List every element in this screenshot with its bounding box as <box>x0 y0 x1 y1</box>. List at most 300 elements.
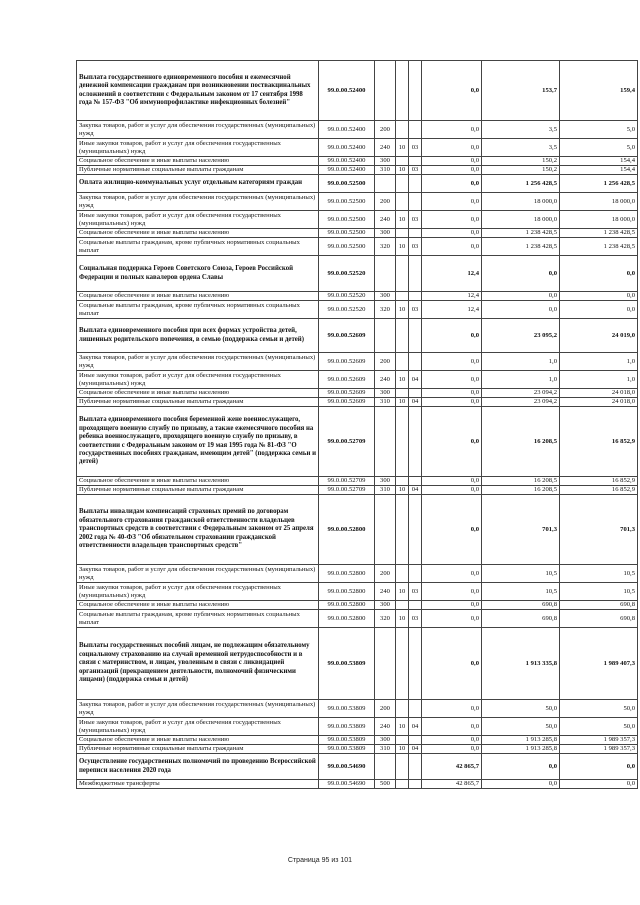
amount-year1-cell: 0,0 <box>422 495 482 565</box>
target-article-code-cell: 99.0.00.52709 <box>319 477 375 486</box>
expense-type-cell: 300 <box>375 292 396 301</box>
expense-type-cell: 300 <box>375 229 396 238</box>
section-cell <box>396 495 409 565</box>
amount-year2-cell: 150,2 <box>482 157 560 166</box>
section-cell <box>396 121 409 139</box>
amount-year3-cell: 701,3 <box>560 495 638 565</box>
amount-year3-cell: 1 989 357,3 <box>560 736 638 745</box>
amount-year2-cell: 0,0 <box>482 780 560 789</box>
expense-name-cell: Социальное обеспечение и иные выплаты населению <box>77 229 319 238</box>
amount-year1-cell: 0,0 <box>422 398 482 407</box>
expense-name-cell: Социальные выплаты гражданам, кроме публичных нормативных социальных выплат <box>77 301 319 319</box>
subsection-cell <box>409 319 422 353</box>
amount-year1-cell: 0,0 <box>422 121 482 139</box>
expense-type-cell <box>375 407 396 477</box>
expense-name-cell: Выплаты государственных пособий лицам, не подлежащим обязательному социальному страхованию на случай временной нетрудоспособности и в связи с материнством, и лицам, уволенным в связи с ликвидацией организаций (прекращением деятельности, полномочий физическими лицами) (поддержка семьи и детей) <box>77 628 319 700</box>
target-article-code-cell: 99.0.00.52800 <box>319 565 375 583</box>
expense-name-cell: Выплата единовременного пособия при всех формах устройства детей, лишенных родительского попечения, в семью (поддержка семьи и детей) <box>77 319 319 353</box>
section-cell <box>396 353 409 371</box>
expense-type-cell: 310 <box>375 166 396 175</box>
amount-year1-cell: 0,0 <box>422 166 482 175</box>
expense-name-cell: Закупка товаров, работ и услуг для обеспечения государственных (муниципальных) нужд <box>77 121 319 139</box>
budget-table-body <box>77 61 638 789</box>
target-article-code-cell: 99.0.00.53809 <box>319 745 375 754</box>
target-article-code-cell: 99.0.00.52500 <box>319 175 375 193</box>
target-article-code-cell: 99.0.00.53809 <box>319 718 375 736</box>
amount-year1-cell: 0,0 <box>422 407 482 477</box>
expense-type-cell: 300 <box>375 601 396 610</box>
expense-name-cell: Оплата жилищно-коммунальных услуг отдельным категориям граждан <box>77 175 319 193</box>
subsection-cell: 03 <box>409 166 422 175</box>
amount-year3-cell: 0,0 <box>560 301 638 319</box>
target-article-code-cell: 99.0.00.52609 <box>319 398 375 407</box>
amount-year1-cell: 0,0 <box>422 610 482 628</box>
amount-year1-cell: 0,0 <box>422 193 482 211</box>
amount-year2-cell: 0,0 <box>482 292 560 301</box>
section-cell: 10 <box>396 745 409 754</box>
amount-year1-cell: 0,0 <box>422 718 482 736</box>
table-row <box>77 745 638 754</box>
amount-year3-cell: 16 852,9 <box>560 477 638 486</box>
amount-year2-cell: 23 095,2 <box>482 319 560 353</box>
expense-type-cell: 310 <box>375 745 396 754</box>
subsection-cell <box>409 193 422 211</box>
target-article-code-cell: 99.0.00.53809 <box>319 628 375 700</box>
amount-year3-cell: 10,5 <box>560 583 638 601</box>
table-row <box>77 583 638 601</box>
section-cell <box>396 736 409 745</box>
expense-type-cell: 320 <box>375 301 396 319</box>
amount-year3-cell: 690,8 <box>560 601 638 610</box>
amount-year2-cell: 1 238 428,5 <box>482 229 560 238</box>
table-row <box>77 736 638 745</box>
section-cell <box>396 754 409 780</box>
amount-year3-cell: 1,0 <box>560 371 638 389</box>
amount-year2-cell: 0,0 <box>482 301 560 319</box>
section-cell: 10 <box>396 486 409 495</box>
amount-year2-cell: 23 094,2 <box>482 389 560 398</box>
target-article-code-cell: 99.0.00.52800 <box>319 583 375 601</box>
amount-year3-cell: 16 852,9 <box>560 486 638 495</box>
subsection-cell <box>409 389 422 398</box>
amount-year3-cell: 50,0 <box>560 700 638 718</box>
amount-year3-cell: 159,4 <box>560 61 638 121</box>
target-article-code-cell: 99.0.00.54690 <box>319 780 375 789</box>
amount-year2-cell: 3,5 <box>482 121 560 139</box>
amount-year3-cell: 1 989 407,3 <box>560 628 638 700</box>
subsection-cell <box>409 565 422 583</box>
table-row <box>77 353 638 371</box>
amount-year1-cell: 0,0 <box>422 601 482 610</box>
subsection-cell <box>409 157 422 166</box>
expense-type-cell: 240 <box>375 371 396 389</box>
table-row-program <box>77 175 638 193</box>
amount-year2-cell: 50,0 <box>482 700 560 718</box>
section-cell <box>396 292 409 301</box>
target-article-code-cell: 99.0.00.52709 <box>319 407 375 477</box>
amount-year2-cell: 1 256 428,5 <box>482 175 560 193</box>
subsection-cell: 04 <box>409 745 422 754</box>
table-row-program <box>77 407 638 477</box>
table-row-program <box>77 754 638 780</box>
table-row-program <box>77 256 638 292</box>
target-article-code-cell: 99.0.00.52609 <box>319 371 375 389</box>
section-cell: 10 <box>396 238 409 256</box>
target-article-code-cell: 99.0.00.52609 <box>319 319 375 353</box>
amount-year1-cell: 0,0 <box>422 229 482 238</box>
table-row-program <box>77 628 638 700</box>
section-cell <box>396 193 409 211</box>
expense-type-cell: 240 <box>375 718 396 736</box>
target-article-code-cell: 99.0.00.52800 <box>319 601 375 610</box>
target-article-code-cell: 99.0.00.52500 <box>319 238 375 256</box>
section-cell: 10 <box>396 211 409 229</box>
section-cell: 10 <box>396 371 409 389</box>
amount-year3-cell: 24 018,0 <box>560 389 638 398</box>
amount-year3-cell: 0,0 <box>560 754 638 780</box>
expense-type-cell <box>375 319 396 353</box>
subsection-cell <box>409 736 422 745</box>
amount-year3-cell: 24 019,0 <box>560 319 638 353</box>
subsection-cell <box>409 292 422 301</box>
amount-year3-cell: 154,4 <box>560 166 638 175</box>
subsection-cell <box>409 601 422 610</box>
subsection-cell <box>409 495 422 565</box>
expense-type-cell: 310 <box>375 486 396 495</box>
expense-type-cell: 200 <box>375 700 396 718</box>
amount-year3-cell: 690,8 <box>560 610 638 628</box>
subsection-cell <box>409 477 422 486</box>
expense-type-cell: 300 <box>375 389 396 398</box>
amount-year2-cell: 153,7 <box>482 61 560 121</box>
subsection-cell <box>409 175 422 193</box>
target-article-code-cell: 99.0.00.52400 <box>319 166 375 175</box>
section-cell <box>396 389 409 398</box>
subsection-cell: 03 <box>409 211 422 229</box>
table-row <box>77 139 638 157</box>
subsection-cell <box>409 121 422 139</box>
table-row <box>77 389 638 398</box>
amount-year2-cell: 701,3 <box>482 495 560 565</box>
table-row <box>77 121 638 139</box>
expense-type-cell: 320 <box>375 610 396 628</box>
subsection-cell <box>409 229 422 238</box>
subsection-cell: 03 <box>409 238 422 256</box>
expense-name-cell: Закупка товаров, работ и услуг для обеспечения государственных (муниципальных) нужд <box>77 565 319 583</box>
section-cell <box>396 157 409 166</box>
table-row <box>77 292 638 301</box>
amount-year1-cell: 12,4 <box>422 301 482 319</box>
section-cell <box>396 601 409 610</box>
budget-table <box>76 60 638 789</box>
expense-name-cell: Социальное обеспечение и иные выплаты населению <box>77 292 319 301</box>
subsection-cell <box>409 353 422 371</box>
amount-year2-cell: 10,5 <box>482 565 560 583</box>
amount-year2-cell: 16 208,5 <box>482 486 560 495</box>
table-row <box>77 157 638 166</box>
subsection-cell <box>409 61 422 121</box>
subsection-cell <box>409 780 422 789</box>
table-row <box>77 211 638 229</box>
expense-name-cell: Иные закупки товаров, работ и услуг для обеспечения государственных (муниципальных) нужд <box>77 718 319 736</box>
section-cell <box>396 229 409 238</box>
expense-type-cell: 300 <box>375 477 396 486</box>
expense-type-cell: 310 <box>375 398 396 407</box>
expense-type-cell: 320 <box>375 238 396 256</box>
amount-year1-cell: 0,0 <box>422 583 482 601</box>
expense-type-cell: 200 <box>375 121 396 139</box>
expense-type-cell <box>375 754 396 780</box>
section-cell: 10 <box>396 718 409 736</box>
expense-type-cell <box>375 175 396 193</box>
amount-year1-cell: 0,0 <box>422 389 482 398</box>
section-cell <box>396 565 409 583</box>
expense-name-cell: Выплаты инвалидам компенсаций страховых премий по договорам обязательного страхования гражданской ответственности владельцев транспортных средств в соответствии с Федеральным законом от 25 апреля 2002 года № 40-ФЗ "Об обязательном страховании гражданской ответственности владельцев транспортных средств" <box>77 495 319 565</box>
amount-year1-cell: 42 865,7 <box>422 780 482 789</box>
table-row <box>77 301 638 319</box>
target-article-code-cell: 99.0.00.52800 <box>319 610 375 628</box>
amount-year1-cell: 0,0 <box>422 477 482 486</box>
amount-year1-cell: 0,0 <box>422 175 482 193</box>
expense-name-cell: Закупка товаров, работ и услуг для обеспечения государственных (муниципальных) нужд <box>77 193 319 211</box>
table-row <box>77 718 638 736</box>
target-article-code-cell: 99.0.00.52400 <box>319 139 375 157</box>
section-cell <box>396 477 409 486</box>
section-cell: 10 <box>396 301 409 319</box>
amount-year3-cell: 1 256 428,5 <box>560 175 638 193</box>
target-article-code-cell: 99.0.00.52800 <box>319 495 375 565</box>
subsection-cell: 03 <box>409 139 422 157</box>
amount-year3-cell: 0,0 <box>560 292 638 301</box>
target-article-code-cell: 99.0.00.52500 <box>319 211 375 229</box>
table-row <box>77 565 638 583</box>
expense-name-cell: Осуществление государственных полномочий по проведению Всероссийской переписи населения 2020 года <box>77 754 319 780</box>
amount-year2-cell: 690,8 <box>482 610 560 628</box>
target-article-code-cell: 99.0.00.52400 <box>319 121 375 139</box>
amount-year3-cell: 18 000,0 <box>560 211 638 229</box>
amount-year1-cell: 12,4 <box>422 292 482 301</box>
section-cell <box>396 61 409 121</box>
amount-year1-cell: 0,0 <box>422 61 482 121</box>
subsection-cell <box>409 754 422 780</box>
amount-year2-cell: 150,2 <box>482 166 560 175</box>
expense-name-cell: Иные закупки товаров, работ и услуг для обеспечения государственных (муниципальных) нужд <box>77 139 319 157</box>
amount-year3-cell: 5,0 <box>560 139 638 157</box>
amount-year3-cell: 154,4 <box>560 157 638 166</box>
amount-year3-cell: 0,0 <box>560 780 638 789</box>
amount-year2-cell: 0,0 <box>482 754 560 780</box>
table-row <box>77 229 638 238</box>
expense-name-cell: Социальное обеспечение и иные выплаты населению <box>77 157 319 166</box>
table-row-program <box>77 319 638 353</box>
section-cell <box>396 628 409 700</box>
expense-name-cell: Иные закупки товаров, работ и услуг для обеспечения государственных (муниципальных) нужд <box>77 371 319 389</box>
target-article-code-cell: 99.0.00.52609 <box>319 353 375 371</box>
target-article-code-cell: 99.0.00.54690 <box>319 754 375 780</box>
table-row <box>77 486 638 495</box>
amount-year1-cell: 0,0 <box>422 139 482 157</box>
subsection-cell: 04 <box>409 486 422 495</box>
expense-name-cell: Закупка товаров, работ и услуг для обеспечения государственных (муниципальных) нужд <box>77 353 319 371</box>
target-article-code-cell: 99.0.00.53809 <box>319 700 375 718</box>
subsection-cell: 04 <box>409 718 422 736</box>
expense-type-cell: 240 <box>375 211 396 229</box>
table-row <box>77 780 638 789</box>
target-article-code-cell: 99.0.00.52709 <box>319 486 375 495</box>
amount-year3-cell: 16 852,9 <box>560 407 638 477</box>
amount-year2-cell: 690,8 <box>482 601 560 610</box>
amount-year2-cell: 16 208,5 <box>482 477 560 486</box>
amount-year3-cell: 1,0 <box>560 353 638 371</box>
amount-year3-cell: 50,0 <box>560 718 638 736</box>
amount-year3-cell: 18 000,0 <box>560 193 638 211</box>
subsection-cell <box>409 407 422 477</box>
section-cell <box>396 407 409 477</box>
expense-type-cell: 300 <box>375 157 396 166</box>
expense-type-cell: 500 <box>375 780 396 789</box>
table-row <box>77 477 638 486</box>
table-row-program <box>77 495 638 565</box>
target-article-code-cell: 99.0.00.52609 <box>319 389 375 398</box>
expense-name-cell: Выплата единовременного пособия беременной жене военнослужащего, проходящего военную службу по призыву, а также ежемесячного пособия на ребенка военнослужащего, проходящего военную службу по призыву, в соответствии с Федеральным законом от 19 мая 1995 года № 81-ФЗ "О государственных пособиях гражданам, имеющим детей" (поддержка семьи и детей) <box>77 407 319 477</box>
subsection-cell: 04 <box>409 371 422 389</box>
amount-year2-cell: 18 000,0 <box>482 193 560 211</box>
target-article-code-cell: 99.0.00.52400 <box>319 157 375 166</box>
amount-year1-cell: 0,0 <box>422 353 482 371</box>
amount-year1-cell: 0,0 <box>422 486 482 495</box>
expense-name-cell: Публичные нормативные социальные выплаты гражданам <box>77 166 319 175</box>
subsection-cell <box>409 700 422 718</box>
amount-year1-cell: 0,0 <box>422 211 482 229</box>
amount-year2-cell: 1 913 335,8 <box>482 628 560 700</box>
target-article-code-cell: 99.0.00.52520 <box>319 256 375 292</box>
table-row <box>77 166 638 175</box>
expense-type-cell <box>375 256 396 292</box>
table-row <box>77 610 638 628</box>
table-row <box>77 700 638 718</box>
expense-type-cell <box>375 495 396 565</box>
amount-year1-cell: 0,0 <box>422 238 482 256</box>
expense-type-cell <box>375 628 396 700</box>
expense-name-cell: Социальные выплаты гражданам, кроме публичных нормативных социальных выплат <box>77 610 319 628</box>
target-article-code-cell: 99.0.00.53809 <box>319 736 375 745</box>
amount-year1-cell: 42 865,7 <box>422 754 482 780</box>
subsection-cell: 03 <box>409 301 422 319</box>
amount-year1-cell: 0,0 <box>422 628 482 700</box>
section-cell: 10 <box>396 583 409 601</box>
amount-year2-cell: 0,0 <box>482 256 560 292</box>
table-row <box>77 193 638 211</box>
expense-name-cell: Социальное обеспечение и иные выплаты населению <box>77 736 319 745</box>
expense-name-cell: Социальная поддержка Героев Советского Союза, Героев Российской Федерации и полных кавалеров ордена Славы <box>77 256 319 292</box>
section-cell <box>396 319 409 353</box>
amount-year2-cell: 18 000,0 <box>482 211 560 229</box>
table-row <box>77 601 638 610</box>
target-article-code-cell: 99.0.00.52500 <box>319 193 375 211</box>
amount-year3-cell: 1 238 428,5 <box>560 229 638 238</box>
amount-year2-cell: 16 208,5 <box>482 407 560 477</box>
amount-year1-cell: 0,0 <box>422 157 482 166</box>
amount-year2-cell: 1 238 428,5 <box>482 238 560 256</box>
expense-name-cell: Социальное обеспечение и иные выплаты населению <box>77 389 319 398</box>
section-cell <box>396 175 409 193</box>
section-cell <box>396 256 409 292</box>
amount-year3-cell: 0,0 <box>560 256 638 292</box>
target-article-code-cell: 99.0.00.52520 <box>319 301 375 319</box>
expense-name-cell: Закупка товаров, работ и услуг для обеспечения государственных (муниципальных) нужд <box>77 700 319 718</box>
section-cell: 10 <box>396 166 409 175</box>
expense-name-cell: Межбюджетные трансферты <box>77 780 319 789</box>
amount-year3-cell: 1 238 428,5 <box>560 238 638 256</box>
amount-year3-cell: 5,0 <box>560 121 638 139</box>
amount-year2-cell: 1 913 285,8 <box>482 736 560 745</box>
expense-name-cell: Публичные нормативные социальные выплаты гражданам <box>77 486 319 495</box>
table-row <box>77 238 638 256</box>
table-row <box>77 371 638 389</box>
target-article-code-cell: 99.0.00.52520 <box>319 292 375 301</box>
expense-name-cell: Иные закупки товаров, работ и услуг для обеспечения государственных (муниципальных) нужд <box>77 211 319 229</box>
expense-name-cell: Социальные выплаты гражданам, кроме публичных нормативных социальных выплат <box>77 238 319 256</box>
expense-type-cell: 200 <box>375 193 396 211</box>
expense-type-cell <box>375 61 396 121</box>
expense-name-cell: Социальное обеспечение и иные выплаты населению <box>77 601 319 610</box>
subsection-cell <box>409 628 422 700</box>
expense-name-cell: Иные закупки товаров, работ и услуг для обеспечения государственных (муниципальных) нужд <box>77 583 319 601</box>
amount-year1-cell: 0,0 <box>422 319 482 353</box>
amount-year2-cell: 50,0 <box>482 718 560 736</box>
amount-year3-cell: 24 018,0 <box>560 398 638 407</box>
amount-year2-cell: 1,0 <box>482 371 560 389</box>
expense-name-cell: Социальное обеспечение и иные выплаты населению <box>77 477 319 486</box>
amount-year1-cell: 0,0 <box>422 736 482 745</box>
amount-year1-cell: 12,4 <box>422 256 482 292</box>
expense-type-cell: 300 <box>375 736 396 745</box>
section-cell: 10 <box>396 398 409 407</box>
expense-type-cell: 200 <box>375 565 396 583</box>
amount-year1-cell: 0,0 <box>422 371 482 389</box>
expense-type-cell: 240 <box>375 139 396 157</box>
expense-type-cell: 240 <box>375 583 396 601</box>
expense-type-cell: 200 <box>375 353 396 371</box>
target-article-code-cell: 99.0.00.52400 <box>319 61 375 121</box>
target-article-code-cell: 99.0.00.52500 <box>319 229 375 238</box>
subsection-cell: 03 <box>409 583 422 601</box>
amount-year1-cell: 0,0 <box>422 745 482 754</box>
amount-year2-cell: 23 094,2 <box>482 398 560 407</box>
subsection-cell <box>409 256 422 292</box>
amount-year2-cell: 10,5 <box>482 583 560 601</box>
section-cell <box>396 700 409 718</box>
section-cell <box>396 780 409 789</box>
expense-name-cell: Публичные нормативные социальные выплаты гражданам <box>77 745 319 754</box>
amount-year1-cell: 0,0 <box>422 700 482 718</box>
table-row-program <box>77 61 638 121</box>
expense-name-cell: Выплата государственного единовременного пособия и ежемесячной денежной компенсации гражданам при возникновении поствакцинальных осложнений в соответствии с Федеральным законом от 17 сентября 1998 года № 157-ФЗ "Об иммунопрофилактике инфекционных болезней" <box>77 61 319 121</box>
budget-document-page <box>76 60 637 789</box>
amount-year2-cell: 3,5 <box>482 139 560 157</box>
section-cell: 10 <box>396 610 409 628</box>
page-number: Страница 95 из 101 <box>287 857 353 864</box>
subsection-cell: 03 <box>409 610 422 628</box>
amount-year2-cell: 1,0 <box>482 353 560 371</box>
amount-year2-cell: 1 913 285,8 <box>482 745 560 754</box>
table-row <box>77 398 638 407</box>
amount-year3-cell: 10,5 <box>560 565 638 583</box>
section-cell: 10 <box>396 139 409 157</box>
amount-year3-cell: 1 989 357,3 <box>560 745 638 754</box>
expense-name-cell: Публичные нормативные социальные выплаты гражданам <box>77 398 319 407</box>
subsection-cell: 04 <box>409 398 422 407</box>
